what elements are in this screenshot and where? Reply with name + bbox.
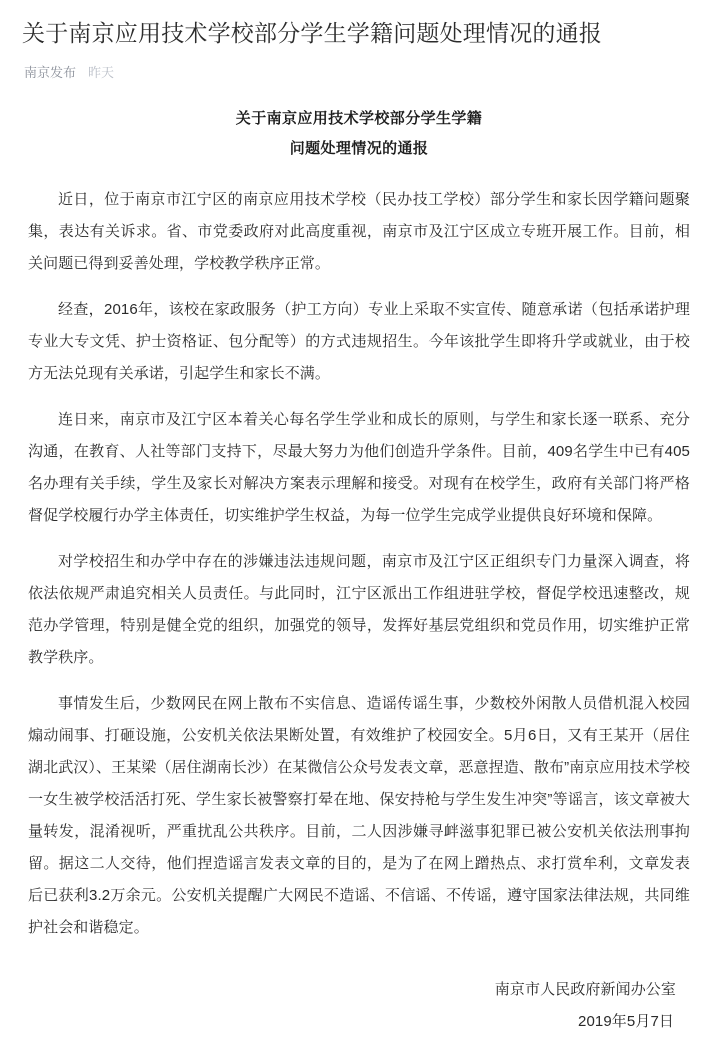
document-title: [28, 104, 690, 164]
paragraph: 近日，位于南京市江宁区的南京应用技术学校（民办技工学校）部分学生和家长因学籍问题聚集，表达有关诉求。省、市党委政府对此高度重视，南京市及江宁区成立专班开展工作。目前，相关问题已得到妥善处理，学校教学秩序正常。: [28, 191, 690, 272]
document-content: [0, 104, 714, 1038]
byline-source[interactable]: 南京发布: [24, 65, 77, 80]
paragraph: 对学校招生和办学中存在的涉嫌违法违规问题，南京市及江宁区正组织专门力量深入调查，将依法依规严肃追究相关人员责任。与此同时，江宁区派出工作组进驻学校，督促学校迅速整改，规范办学管理，特别是健全党的组织，加强党的领导，发挥好基层党组织和党员作用，切实维护正常教学秩序。: [28, 553, 690, 666]
document-title-line-1: 关于南京应用技术学校部分学生学籍: [235, 110, 483, 127]
byline-timestamp: 昨天: [88, 65, 115, 80]
page-title: 关于南京应用技术学校部分学生学籍问题处理情况的通报: [22, 20, 602, 46]
byline: [22, 64, 692, 82]
paragraph: 经查，2016年，该校在家政服务（护工方向）专业上采取不实宣传、随意承诺（包括承诺护理专业大专文凭、护士资格证、包分配等）的方式违规招生。今年该批学生即将升学或就业，由于校方无法兑现有关承诺，引起学生和家长不满。: [28, 301, 690, 382]
paragraph: 连日来，南京市及江宁区本着关心每名学生学业和成长的原则，与学生和家长逐一联系、充分沟通，在教育、人社等部门支持下，尽最大努力为他们创造升学条件。目前，409名学生中已有405名办理有关手续，学生及家长对解决方案表示理解和接受。对现有在校学生，政府有关部门将严格督促学校履行办学主体责任，切实维护学生权益，为每一位学生完成学业提供良好环境和保障。: [28, 411, 690, 524]
document-title-line-2: 问题处理情况的通报: [289, 140, 429, 157]
signature-organization: 南京市人民政府新闻办公室: [494, 981, 676, 998]
document-paragraphs: [28, 184, 690, 944]
document-signature: [28, 974, 690, 1038]
signature-date: 2019年5月7日: [578, 1013, 674, 1030]
article-header: [0, 0, 714, 82]
paragraph: 事情发生后，少数网民在网上散布不实信息、造谣传谣生事，少数校外闲散人员借机混入校园煽动闹事、打砸设施，公安机关依法果断处置，有效维护了校园安全。5月6日，又有王某开（居住湖北武汉）、王某梁（居住湖南长沙）在某微信公众号发表文章，恶意捏造、散布”南京应用技术学校一女生被学校活活打死、学生家长被警察打晕在地、保安持枪与学生发生冲突”等谣言，该文章被大量转发，混淆视听，严重扰乱公共秩序。目前，二人因涉嫌寻衅滋事犯罪已被公安机关依法刑事拘留。据这二人交待，他们捏造谣言发表文章的目的，是为了在网上蹭热点、求打赏牟利，文章发表后已获利3.2万余元。公安机关提醒广大网民不造谣、不信谣、不传谣，遵守国家法律法规，共同维护社会和谐稳定。: [28, 695, 690, 936]
